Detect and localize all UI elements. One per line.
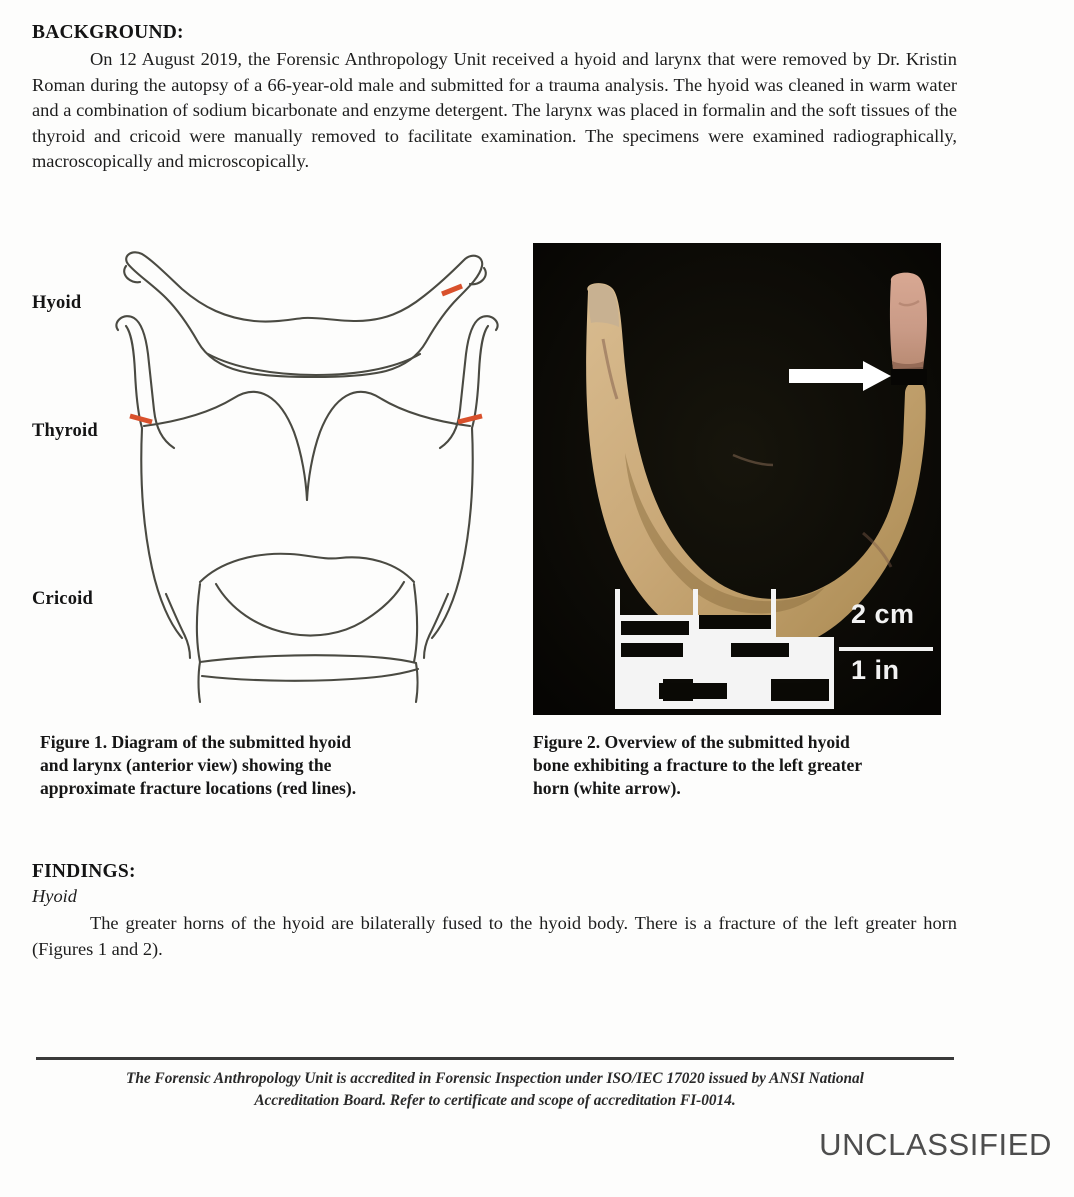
scale-bar-label-cm: 2 cm [851,599,915,629]
photograph-svg [533,243,941,715]
background-paragraph [32,47,957,175]
cricoid-right-border [414,584,417,662]
diagram-svg [104,242,524,714]
findings-subheading-hyoid: Hyoid [32,886,77,906]
thyroid-right-lamina-border [432,428,473,638]
thyroid-left-superior-horn [116,316,174,448]
diagram-outlines [116,252,497,702]
thyroid-right-inferior-horn [424,594,448,658]
cricoid-superior-arch [200,554,414,582]
fractured-greater-horn-fragment [890,273,927,369]
figure2-hyoid-photograph [533,243,941,715]
cricoid-base-right-stem [416,663,418,702]
footer-divider-rule [36,1057,954,1060]
anatomy-label-hyoid: Hyoid [32,293,82,313]
figure1-caption-line-1: Figure 1. Diagram of the submitted hyoid [40,732,351,752]
findings-paragraph-line-2: of the left greater horn (Figures 1 and 2). [32,913,957,959]
findings-paragraph-line-1: The greater horns of the hyoid are bilaterally fused to the hyoid body. There is a fracture [90,913,776,933]
cricoid-base-band-bottom [202,669,418,681]
figure2-caption-line-2: bone exhibiting a fracture to the left greater [533,755,863,775]
scale-bar-divider-rule [839,647,933,651]
cricoid-inner-contour [216,582,404,636]
figure2-caption-line-3: horn (white arrow). [533,778,681,798]
cricoid-left-border [197,584,200,662]
figure1-caption [40,731,452,800]
background-paragraph-text: On 12 August 2019, the Forensic Anthropology Unit received a hyoid and larynx that were removed by Dr. Kristin Roman during the autopsy of a 66-year-old male and submitted for a trauma analysis. The hyoid was cleaned in warm water and a combination of sodium bicarbonate and enzyme detergent. The larynx was placed in formalin and the soft tissues of the thyroid and cricoid were manually removed to facilitate examination. The specimens were examined radiographically, macroscopically and microscopically. [32,49,957,172]
anatomy-label-cricoid: Cricoid [32,589,94,609]
fracture-marker-thyroid-left-horn [130,416,152,422]
figure2-caption [533,731,941,800]
scale-bar-label-in: 1 in [851,655,900,685]
thyroid-superior-border-right [307,392,470,500]
thyroid-left-inferior-horn [166,594,190,658]
figure1-caption-line-3: approximate fracture locations (red lines). [40,778,357,798]
accreditation-line-2: Accreditation Board. Refer to certificate and scope of accreditation FI-0014. [254,1092,736,1109]
thyroid-left-superior-horn-inner [126,326,142,428]
hyoid-bone-outline [126,252,482,377]
arrow-shaft [789,369,867,383]
cricoid-base-left-stem [199,662,201,702]
findings-section-heading: FINDINGS: [32,861,136,882]
thyroid-left-lamina-border [141,428,182,638]
figure1-caption-line-2: and larynx (anterior view) showing the [40,755,332,775]
anatomy-label-thyroid: Thyroid [32,421,98,441]
thyroid-superior-border-left [144,392,307,500]
fracture-markers [130,286,482,422]
classification-marking: UNCLASSIFIED [819,1127,1052,1162]
cricoid-base-band-top [200,655,416,663]
fracture-gap [891,369,927,385]
figure1-hyoid-larynx-diagram [104,242,524,714]
fracture-marker-hyoid-right-horn [442,286,462,294]
accreditation-line-1: The Forensic Anthropology Unit is accredited in Forensic Inspection under ISO/IEC 17020 issued by ANSI National [126,1070,864,1087]
thyroid-right-superior-horn-inner [472,326,488,428]
figure2-caption-line-1: Figure 2. Overview of the submitted hyoid [533,732,850,752]
footer-accreditation-statement [32,1068,958,1112]
thyroid-right-superior-horn [440,316,498,448]
fracture-marker-thyroid-right-horn [458,416,482,422]
findings-paragraph [32,911,957,962]
background-section-heading: BACKGROUND: [32,22,184,43]
